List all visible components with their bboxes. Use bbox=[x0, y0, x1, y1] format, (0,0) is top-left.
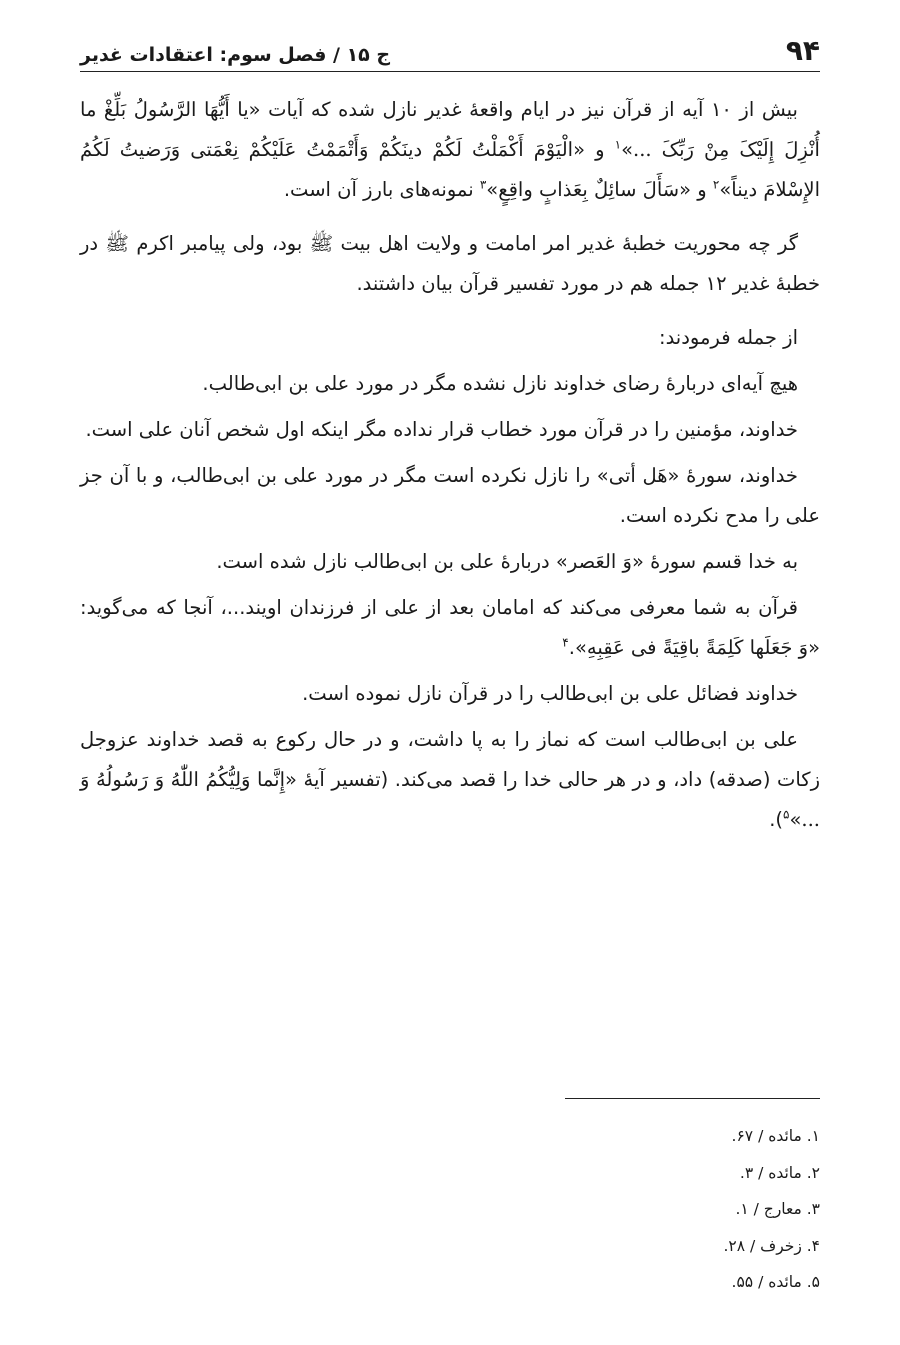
text: » bbox=[719, 178, 732, 201]
footnote-ref-1: ۱ bbox=[614, 137, 622, 152]
book-page bbox=[80, 28, 820, 1325]
footnote-ref-2: ۲ bbox=[712, 177, 720, 192]
paragraph-6 bbox=[80, 456, 820, 536]
footnote-4: ۴. زخرف / ۲۸. bbox=[723, 1236, 820, 1255]
text: » bbox=[486, 178, 499, 201]
footnote-2: ۲. مائده / ۳. bbox=[739, 1163, 820, 1182]
paragraph-9: خداوند فضائل علی بن ابی‌طالب را در قرآن نازل نموده است. bbox=[302, 682, 798, 705]
text: ). bbox=[769, 808, 783, 831]
quran-quote: سَأَلَ سائِلٌ بِعَذابٍ واقِعٍ bbox=[498, 178, 680, 201]
paragraph-7 bbox=[80, 542, 820, 582]
quran-quote: هَل أتی bbox=[608, 464, 668, 487]
text: علی بن ابی‌طالب است که نماز را به پا داشت، و در حال رکوع به قصد خداوند عزوجل زکات (صدقه) داد، و در هر حالی خدا را قصد می‌کند. (تفسیر آیهٔ « bbox=[80, 728, 821, 791]
footnote-3: ۳. معارج / ۱. bbox=[735, 1200, 820, 1218]
text: خداوند، سورهٔ « bbox=[667, 464, 798, 487]
paragraph-8 bbox=[80, 588, 820, 668]
footnote-5: ۵. مائده / ۵۵. bbox=[731, 1273, 820, 1291]
quran-quote: الْیَوْمَ أَکْمَلْتُ لَکُمْ دینَکُمْ وَأَتْمَمْتُ عَلَیْکُمْ نِعْمَتی وَرَضیتُ لَکُمُ الإِسْلامَ دیناً bbox=[80, 138, 820, 201]
paragraph-5: خداوند، مؤمنین را در قرآن مورد خطاب قرار نداده مگر اینکه اول شخص آنان علی است. bbox=[85, 418, 798, 441]
quran-quote: إِنَّما وَلِیُّکُمُ اللّٰهُ وَ رَسُولُهُ وَ ... bbox=[80, 768, 820, 831]
footnote-ref-5: ۵ bbox=[783, 807, 790, 822]
text: نمونه‌های بارز آن است. bbox=[283, 178, 480, 201]
text: قرآن به شما معرفی می‌کند که امامان بعد از علی از فرزندان اویند...، آنجا که می‌گوید: « bbox=[80, 596, 820, 659]
text: به خدا قسم سورهٔ « bbox=[631, 550, 798, 573]
paragraph-3: از جمله فرمودند: bbox=[659, 326, 798, 349]
footnote-divider bbox=[565, 1098, 820, 1099]
quran-quote: وَ جَعَلَها کَلِمَةً باقِیَةً فی عَقِبِهِ bbox=[586, 636, 809, 659]
footnote-1: ۱. مائده / ۶۷. bbox=[731, 1127, 820, 1145]
text: و « bbox=[573, 138, 615, 161]
paragraph-4: هیچ آیه‌ای دربارهٔ رضای خداوند نازل نشده مگر در مورد علی بن ابی‌طالب. bbox=[202, 372, 798, 395]
text: » bbox=[789, 808, 802, 831]
page-number: ۹۴ bbox=[785, 34, 820, 67]
page-body bbox=[80, 90, 820, 840]
text: » را نازل نکرده است مگر در مورد علی بن ابی‌طالب، و با آن جز علی را مدح نکرده است. bbox=[80, 464, 820, 527]
quran-quote: یا أَیُّهَا الرَّسُولُ بَلِّغْ ما أُنْزِلَ إِلَیْکَ مِنْ رَبِّکَ ... bbox=[80, 98, 820, 161]
paragraph-2: گر چه محوریت خطبهٔ غدیر امر امامت و ولایت اهل بیت ﷺ بود، ولی پیامبر اکرم ﷺ در خطبهٔ غدیر ۱۲ جمله هم در مورد تفسیر قرآن بیان داشتند. bbox=[80, 232, 820, 295]
footnotes bbox=[723, 1118, 820, 1301]
text: بیش از ۱۰ آیه از قرآن نیز در ایام واقعهٔ غدیر نازل شده که آیات « bbox=[248, 98, 798, 121]
paragraph-1 bbox=[80, 90, 820, 210]
text: ». bbox=[568, 636, 587, 659]
quran-quote: وَ العَصر bbox=[567, 550, 632, 573]
page-header bbox=[80, 28, 820, 72]
footnote-ref-4: ۴ bbox=[562, 635, 569, 650]
running-head: ج ۱۵ / فصل سوم: اعتقادات غدیر bbox=[80, 44, 391, 66]
paragraph-10 bbox=[80, 720, 820, 840]
text: » bbox=[621, 138, 633, 161]
text: » دربارهٔ علی بن ابی‌طالب نازل شده است. bbox=[216, 550, 568, 573]
footnote-ref-3: ۳ bbox=[479, 177, 487, 192]
text: و « bbox=[679, 178, 713, 201]
